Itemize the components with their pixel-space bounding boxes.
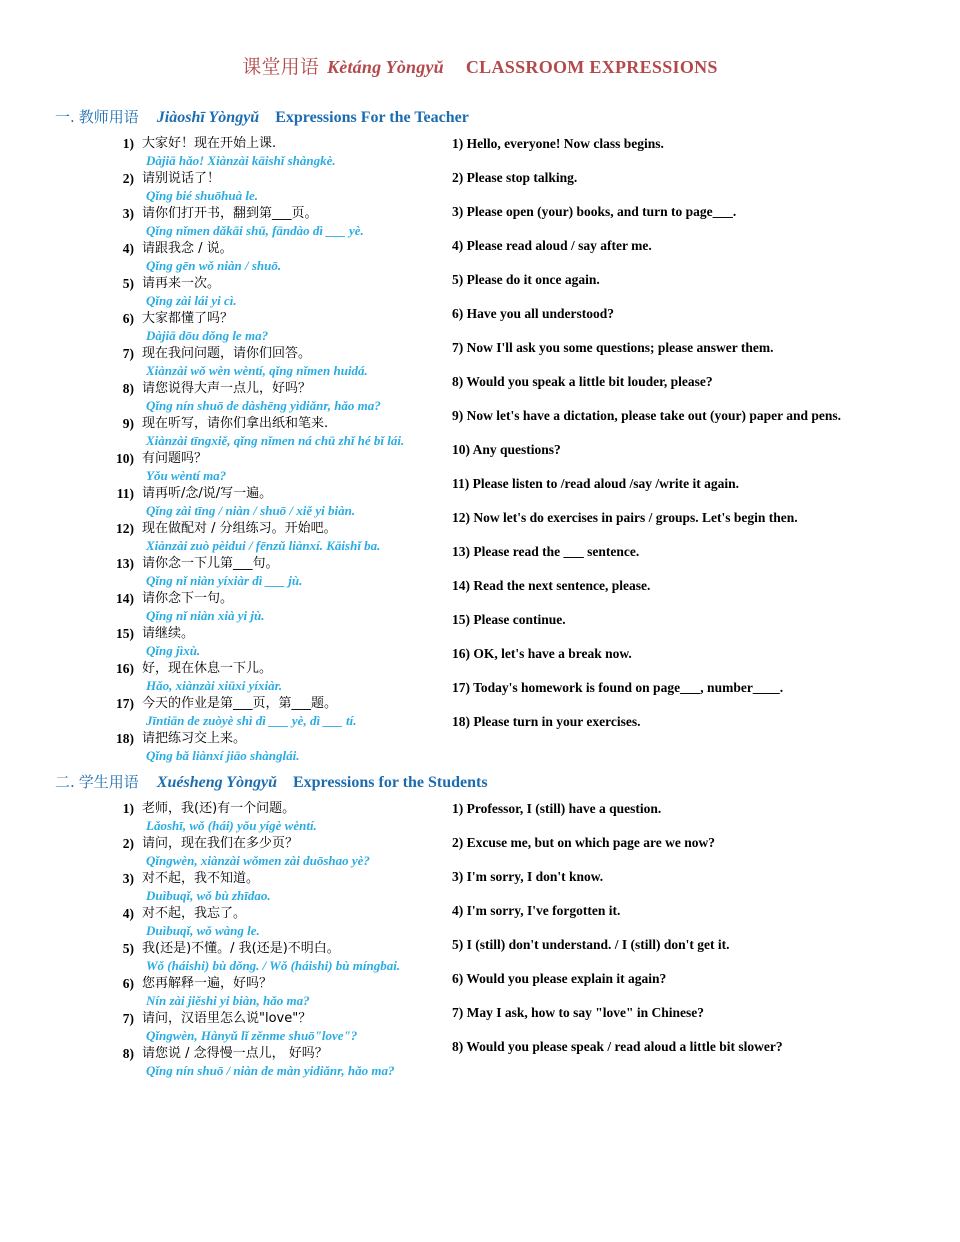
entry-english: 11) Please listen to /read aloud /say /write it again. [452,476,739,491]
entry-english: 5) I (still) don't understand. / I (still) don't get it. [452,937,730,952]
entry-english: 10) Any questions? [452,442,561,457]
entry-number: 2) [122,171,134,186]
entry-english: 7) May I ask, how to say "love" in Chinese? [452,1005,705,1020]
entry-number: 4) [122,241,134,256]
section-heading-teacher [0,106,960,127]
entry-pinyin: Qǐngwèn, Hànyǔ lǐ zěnme shuō"love"? [146,1028,358,1043]
list-item [112,310,452,344]
entry-english: 8) Would you please speak / read aloud a little bit slower? [452,1039,783,1054]
page-title-english: CLASSROOM EXPRESSIONS [465,57,718,77]
list-item [112,730,452,764]
section-title-english-teacher: Expressions For the Teacher [275,109,469,126]
section-title-pinyin-teacher: Jiàoshī Yòngyǔ [156,109,260,126]
entry-number: 8) [122,381,134,396]
entry-chinese: 请跟我念 / 说。 [142,241,233,256]
entry-pinyin: Lǎoshī, wǒ (hái) yǒu yígè wèntí. [146,818,317,833]
entry-number: 14) [116,591,134,606]
entry-chinese: 老师，我(还)有一个问题。 [142,801,296,816]
list-item [112,695,452,729]
entry-pinyin: Qǐng nǐ niàn xià yi jù. [146,608,265,623]
entry-pinyin: Qǐng nǐ niàn yíxiàr dì ___ jù. [146,573,303,588]
entry-english: 14) Read the next sentence, please. [452,578,651,593]
entry-english: 8) Would you speak a little bit louder, please? [452,374,713,389]
entry-english: 15) Please continue. [452,612,566,627]
list-item [112,940,452,974]
page-title [0,0,960,79]
entry-english: 6) Have you all understood? [452,306,615,321]
list-item [112,1010,452,1044]
entry-english: 3) Please open (your) books, and turn to page___. [452,204,737,219]
entry-pinyin: Qǐng nín shuō de dàshēng yìdiǎnr, hǎo ma? [146,398,381,413]
entry-english: 5) Please do it once again. [452,272,600,287]
entry-chinese: 请您说得大声一点儿，好吗？ [142,381,312,396]
list-item [112,975,452,1009]
section-number-teacher: 一. [55,108,75,126]
entry-chinese: 您再解释一遍，好吗？ [142,976,273,991]
entry-chinese: 对不起，我忘了。 [142,906,247,921]
page-title-pinyin: Kètáng Yòngyǔ [327,57,444,77]
entry-chinese: 今天的作业是第___页，第___题。 [142,696,338,711]
list-item [112,240,452,274]
entry-number: 7) [122,1011,134,1026]
list-item [112,905,452,939]
list-item [112,205,452,239]
entry-pinyin: Duìbuqǐ, wǒ wàng le. [146,923,260,938]
section-heading-students [0,771,960,792]
entry-chinese: 现在我问问题，请你们回答。 [142,346,312,361]
entry-english: 16) OK, let's have a break now. [452,646,632,661]
entry-chinese: 现在听写，请你们拿出纸和笔来. [142,416,329,431]
entry-pinyin: Hǎo, xiànzài xiūxi yíxiàr. [146,678,283,693]
entry-pinyin: Nín zài jiěshi yi biàn, hǎo ma? [146,993,310,1008]
entry-pinyin: Jīntiān de zuòyè shì dì ___ yè, dì ___ tí. [146,713,357,728]
entry-chinese: 请您说 / 念得慢一点儿， 好吗？ [142,1046,328,1061]
entry-pinyin: Xiànzài zuò pèidui / fēnzǔ liànxí. Kāishǐ ba. [146,538,381,553]
list-item [112,1045,452,1079]
entry-pinyin: Wǒ (háishi) bù dǒng. / Wǒ (háishi) bù míngbai. [146,958,401,973]
entry-number: 16) [116,661,134,676]
entry-english: 6) Would you please explain it again? [452,971,667,986]
entry-pinyin: Xiànzài tīngxiě, qǐng nǐmen ná chū zhǐ hé bǐ lái. [146,433,405,448]
section-title-pinyin-students: Xuésheng Yòngyǔ [156,774,277,791]
list-item [112,660,452,694]
entry-pinyin: Qǐng bié shuōhuà le. [146,188,258,203]
list-item [112,555,452,589]
entry-pinyin: Qǐng zài tīng / niàn / shuō / xiě yi biàn. [146,503,356,518]
list-item [112,835,452,869]
entry-number: 3) [122,206,134,221]
entry-chinese: 请继续。 [142,626,195,641]
entry-number: 1) [122,801,134,816]
list-item [112,625,452,659]
entry-number: 1) [122,136,134,151]
entry-number: 10) [116,451,134,466]
list-item [112,520,452,554]
entry-english: 2) Excuse me, but on which page are we now? [452,835,715,850]
list-item [112,275,452,309]
entry-chinese: 大家都懂了吗？ [142,311,234,326]
list-item [112,450,452,484]
entry-number: 13) [116,556,134,571]
entry-number: 6) [122,976,134,991]
entry-english: 17) Today's homework is found on page___, number____. [452,680,784,695]
entry-english: 1) Professor, I (still) have a question. [452,801,662,816]
teacher-chinese-column [112,135,452,765]
teacher-expressions-columns [0,135,960,763]
entry-english: 3) I'm sorry, I don't know. [452,869,604,884]
entry-number: 9) [122,416,134,431]
entry-number: 15) [116,626,134,641]
student-chinese-column [112,800,452,1080]
entry-number: 12) [116,521,134,536]
student-english-column [452,800,952,1072]
entry-number: 2) [122,836,134,851]
entry-number: 6) [122,311,134,326]
entry-pinyin: Qǐng zài lái yi cì. [146,293,237,308]
teacher-english-column [452,135,952,747]
entry-pinyin: Xiànzài wǒ wèn wèntí, qǐng nǐmen huidá. [146,363,368,378]
entry-pinyin: Duìbuqǐ, wǒ bù zhīdao. [146,888,271,903]
section-number-students: 二. [55,773,75,791]
list-item [112,870,452,904]
entry-chinese: 大家好！现在开始上课. [142,136,277,151]
entry-english: 2) Please stop talking. [452,170,578,185]
entry-number: 11) [116,486,134,501]
entry-chinese: 请你念下一句。 [142,591,234,606]
entry-english: 4) Please read aloud / say after me. [452,238,652,253]
entry-number: 8) [122,1046,134,1061]
entry-number: 4) [122,906,134,921]
entry-chinese: 我(还是)不懂。/ 我(还是)不明白。 [142,941,340,956]
list-item [112,380,452,414]
entry-chinese: 请再来一次。 [142,276,221,291]
entry-number: 5) [122,276,134,291]
entry-chinese: 对不起，我不知道。 [142,871,260,886]
entry-english: 18) Please turn in your exercises. [452,714,641,729]
entry-english: 4) I'm sorry, I've forgotten it. [452,903,621,918]
list-item [112,170,452,204]
entry-pinyin: Yǒu wèntí ma? [146,468,227,483]
list-item [112,415,452,449]
list-item [112,590,452,624]
section-title-english-students: Expressions for the Students [292,774,488,791]
entry-chinese: 请再听/念/说/写一遍。 [142,486,273,501]
entry-pinyin: Qǐng jìxù. [146,643,201,658]
entry-number: 7) [122,346,134,361]
entry-chinese: 请问，现在我们在多少页？ [142,836,299,851]
section-title-chinese-teacher: 教师用语 [78,108,139,126]
entry-pinyin: Qǐngwèn, xiànzài wǒmen zài duōshao yè? [146,853,370,868]
entry-english: 7) Now I'll ask you some questions; please answer them. [452,340,774,355]
entry-pinyin: Qǐng nǐmen dǎkāi shū, fāndào dì ___ yè. [146,223,364,238]
entry-chinese: 请你们打开书，翻到第___页。 [142,206,318,221]
entry-chinese: 请你念一下儿第___句。 [142,556,279,571]
entry-english: 9) Now let's have a dictation, please take out (your) paper and pens. [452,408,842,423]
entry-english: 1) Hello, everyone! Now class begins. [452,136,664,151]
list-item [112,485,452,519]
entry-number: 5) [122,941,134,956]
entry-chinese: 有问题吗？ [142,451,208,466]
entry-pinyin: Dàjiā hǎo! Xiànzài kāishǐ shàngkè. [146,153,336,168]
entry-chinese: 好，现在休息一下儿。 [142,661,273,676]
entry-chinese: 请问，汉语里怎么说"love"？ [142,1011,312,1026]
entry-pinyin: Qǐng nín shuō / niàn de màn yidiǎnr, hǎo ma? [146,1063,395,1078]
list-item [112,800,452,834]
entry-pinyin: Dàjiā dōu dǒng le ma? [146,328,269,343]
entry-chinese: 现在做配对 / 分组练习。开始吧。 [142,521,337,536]
list-item [112,345,452,379]
entry-number: 18) [116,731,134,746]
entry-english: 13) Please read the ___ sentence. [452,544,640,559]
section-title-chinese-students: 学生用语 [78,773,139,791]
entry-chinese: 请别说话了！ [142,171,221,186]
entry-number: 17) [116,696,134,711]
list-item [112,135,452,169]
entry-english: 12) Now let's do exercises in pairs / groups. Let's begin then. [452,510,798,525]
student-expressions-columns [0,800,960,1078]
page-title-chinese: 课堂用语 [242,56,320,78]
entry-chinese: 请把练习交上来。 [142,731,247,746]
entry-pinyin: Qǐng gēn wǒ niàn / shuō. [146,258,282,273]
entry-pinyin: Qǐng bǎ liànxí jiāo shànglái. [146,748,300,763]
entry-number: 3) [122,871,134,886]
